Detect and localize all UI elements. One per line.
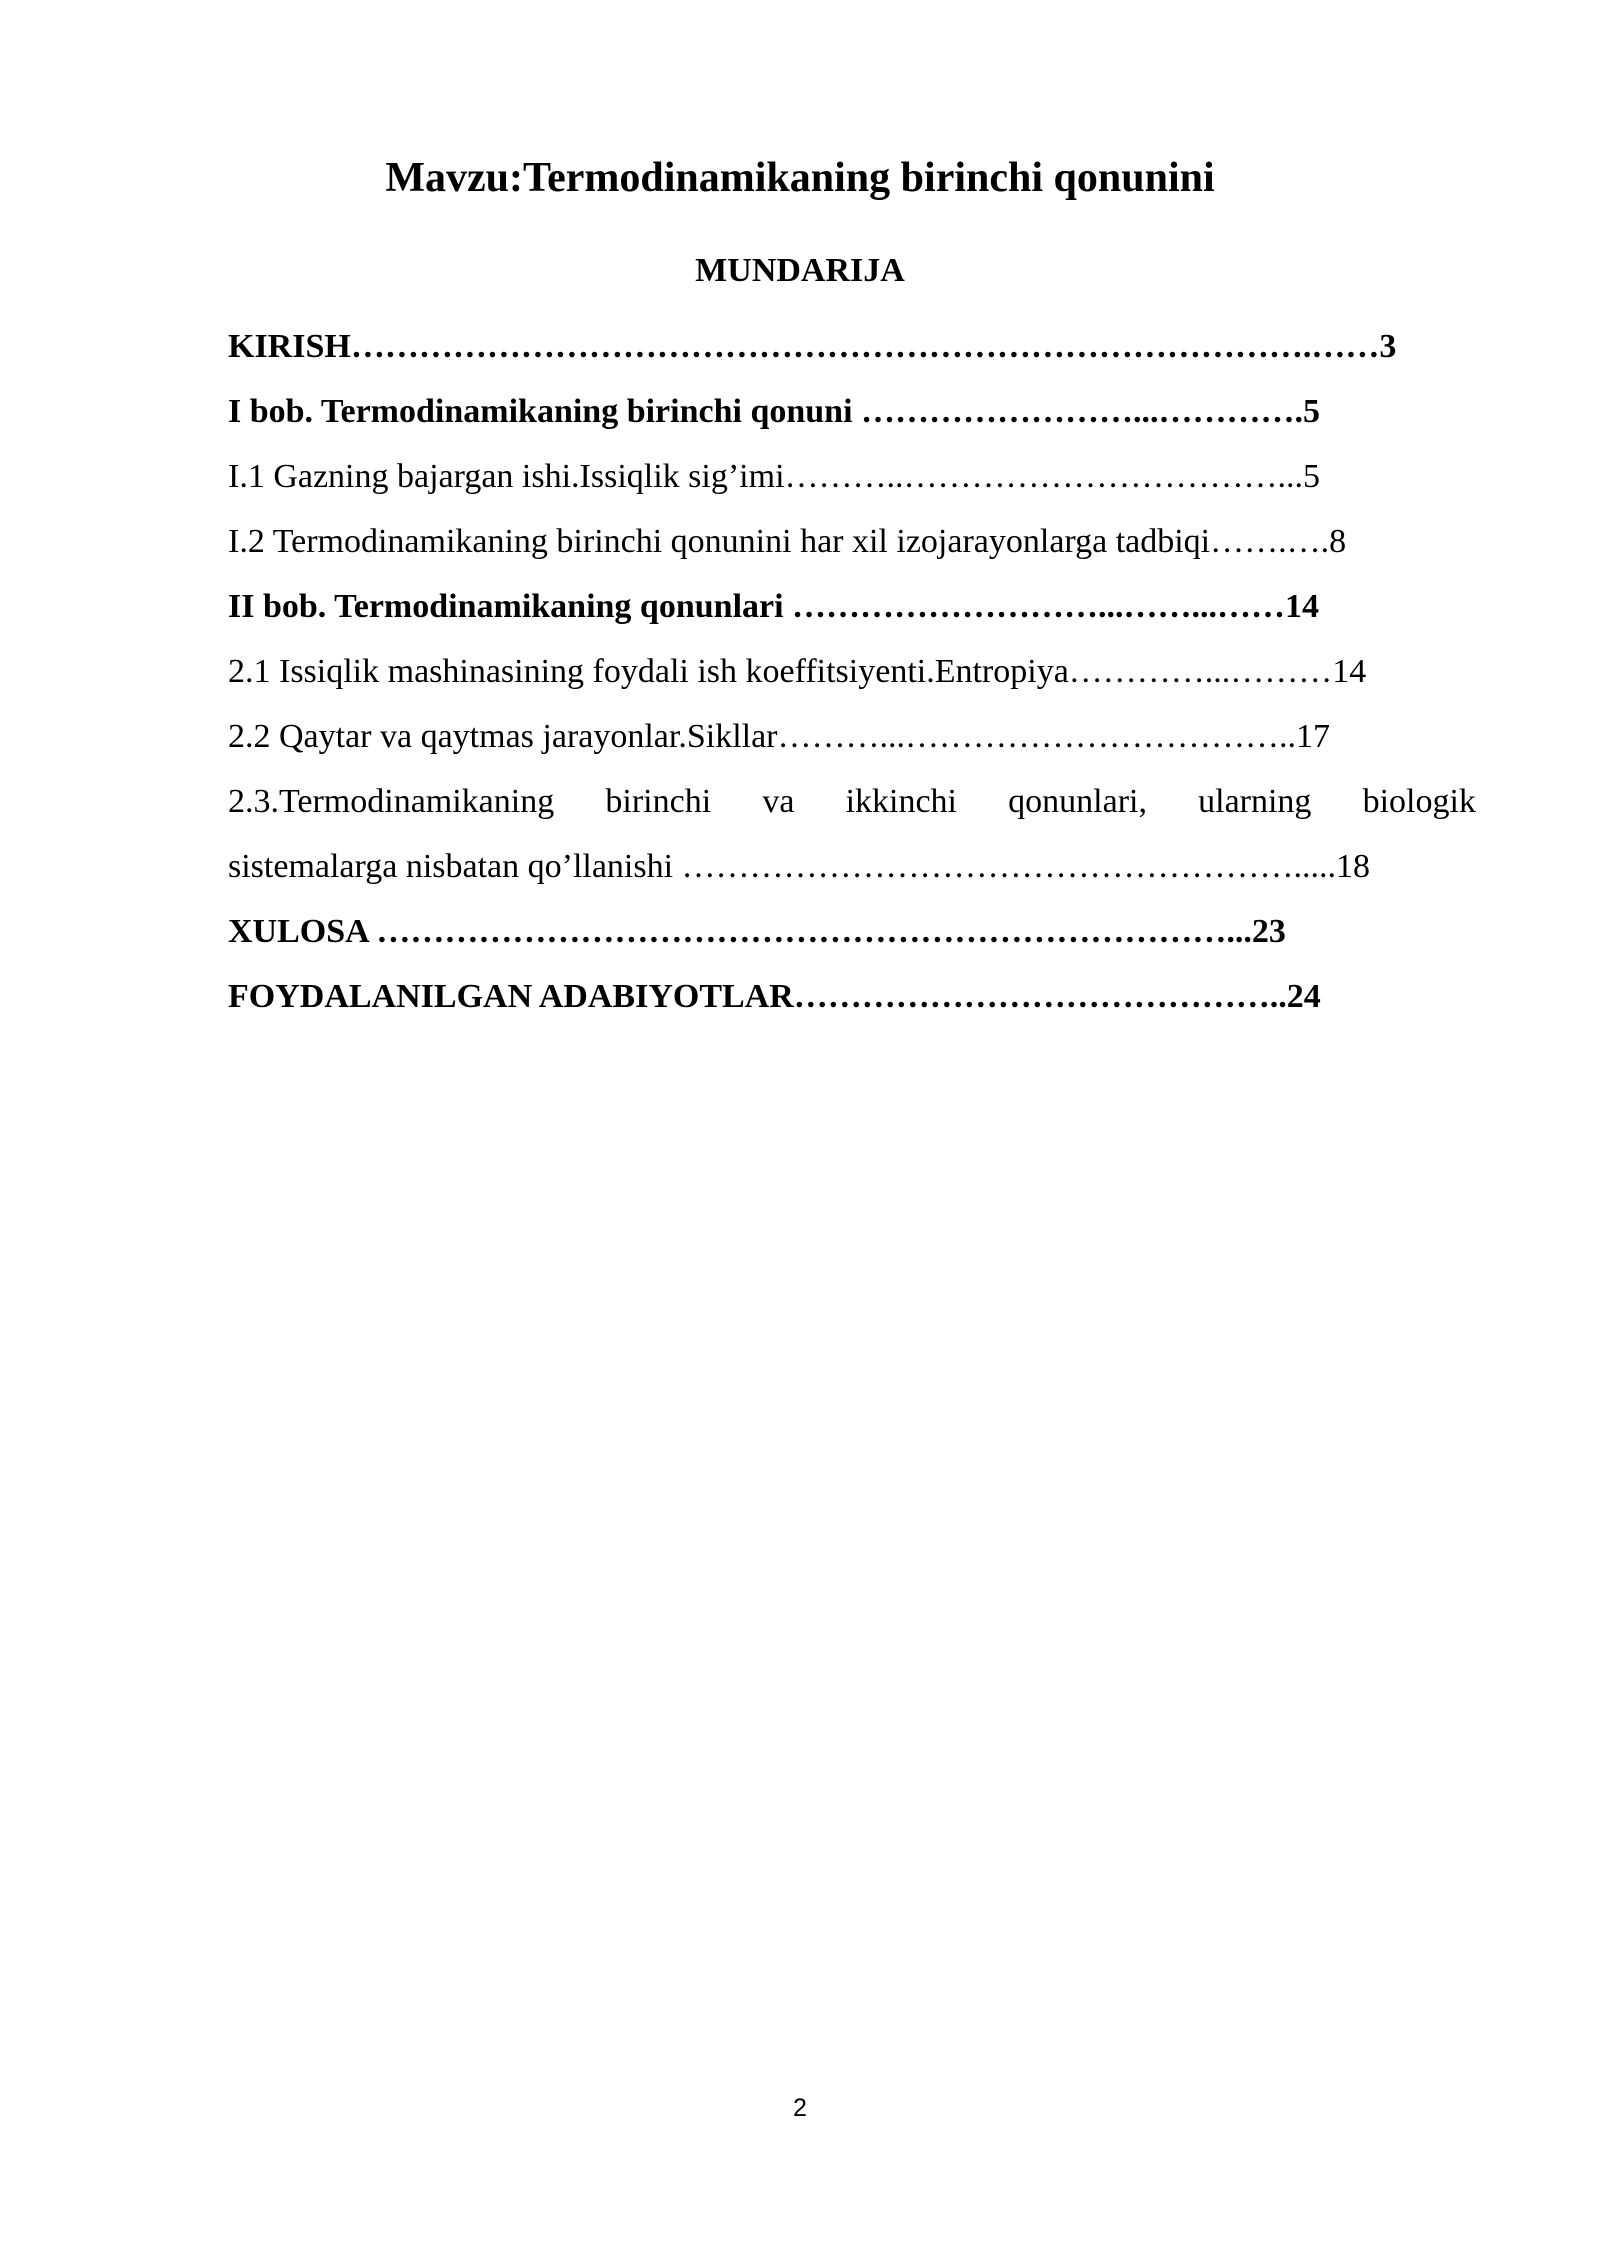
toc-entry-section-1-2: I.2 Termodinamikaning birinchi qonunini har xil izojarayonlarga tadbiqi…….….8: [228, 523, 1347, 560]
toc-word: birinchi: [605, 783, 712, 820]
toc-entry-chapter-1: I bob. Termodinamikaning birinchi qonuni ……………………...………….5: [228, 393, 1321, 430]
toc-entry-section-1-1: I.1 Gazning bajargan ishi.Issiqlik sig’imi………..……………………………...5: [228, 458, 1321, 495]
toc-word: qonunlari,: [1008, 783, 1147, 820]
toc-entry-xulosa: XULOSA …………………………………………………………………...23: [228, 913, 1286, 950]
toc-entry-references: FOYDALANILGAN ADABIYOTLAR……………………………………..24: [228, 978, 1321, 1015]
toc-word: va: [762, 783, 795, 820]
table-of-contents: [228, 314, 1476, 1029]
page-number: 2: [793, 2094, 807, 2122]
toc-word: 2.3.Termodinamikaning: [228, 783, 555, 820]
toc-entry-section-2-1: 2.1 Issiqlik mashinasining foydali ish koeffitsiyenti.Entropiya…………...………14: [228, 653, 1367, 690]
toc-word: biologik: [1362, 783, 1476, 820]
document-title: Mavzu:Termodinamikaning birinchi qonunini: [385, 155, 1215, 201]
toc-entry-chapter-2: II bob. Termodinamikaning qonunlari ………………………...……...……14: [228, 588, 1320, 625]
toc-entry-kirish: KIRISH………………………………………………………………………….……3: [228, 328, 1397, 365]
toc-entry-section-2-3-line-2: sistemalarga nisbatan qo’llanishi ……………………………………………….....18: [228, 848, 1371, 885]
toc-word: ikkinchi: [845, 783, 957, 820]
toc-word: ularning: [1198, 783, 1312, 820]
toc-entry-section-2-2: 2.2 Qaytar va qaytmas jarayonlar.Sikllar………...……………………………..17: [228, 718, 1330, 755]
toc-entry-section-2-3-line-1: [228, 769, 1476, 834]
toc-heading: MUNDARIJA: [695, 252, 905, 289]
